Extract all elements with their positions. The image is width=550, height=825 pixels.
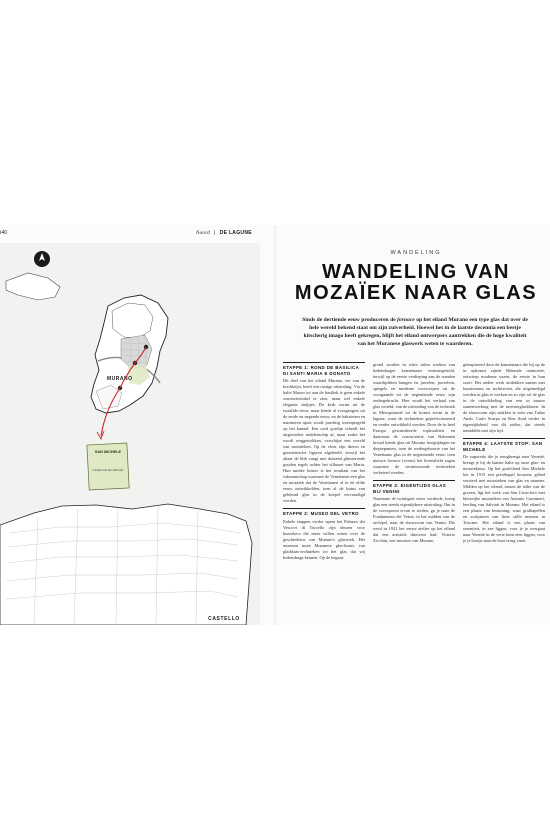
stage-2-text-continued: grond worden in witte zalen werken van hedendaagse kunstenaars tentoongesteld, terwijl op de eerste verdieping aan de wanden waardsplitten hangen en juwelen, porselein, spiegels en moderne voorwerpen uit de voorgaande tot de negentiende eeuw zijn ondergebracht. Hier wordt het verhaal van glas verteld, van de uitvinding van de techniek in Mesopotamië tot de komst ervan in de lagune, waar de technieken geperfectioneerd en verder ontwikkeld werden. Door de in heel Europa gewaardeerde topkwaliteit en daarnaast de concurrentie van Bohemen kristal kende glas uit Murano hoogtijdagen en dieptepunten, toen de wedergeboorte van het Venetiaans glas in de negentiende eeuw, toen nieuwe fornace (ovens) het levenslicht zagen waarmee de vernieuwende technieken verbeterd werden.: [373, 362, 455, 475]
intro-part-1: Sinds de dertiende eeuw produceren de: [302, 316, 398, 323]
stage-3-heading: ETAPPE 3: EIGENTIJDS GLAS BIJ VENINI: [373, 480, 455, 494]
page-number: Ⅰ40: [0, 230, 8, 236]
running-head: [196, 230, 252, 236]
castello-label: CASTELLO: [208, 616, 240, 622]
intro-part-2: op het eiland Murano een type glas dat over de hele wereld bekend staat om zijn zuiverheid. Hoewel het in de laatste decennia een beetje kitscherig imago heeft gekregen, blijft het eiland ontwerpers aantrekken die de hoge kwaliteit van het Muranese glaswerk weten te waarderen.: [303, 316, 528, 347]
stage-4-heading: ETAPPE 4: LAATSTE STOP: SAN MICHELE: [463, 438, 545, 452]
stage-1-text: Dit deel van het eiland Murano, ver van de hoofdzijer, heeft een rustige uitstraling. Via de halte Museo tot aan de basiliek is geen enkele souvenirwinkel te zien, maar wel enkele elegante stulpjes. De kerk vormt uit de twaalfde eeuw, maar kende al voorgangers uit de zesde en negende eeuw, en de bakstenen en marmeren apsis wordt prachtig weerspiegeld op het kanaal. Een rood gordijn scheidt het uitgestrekte middenschip af, maar zodra het wordt weggetrokken, verschijnt een wereld van mozaïeken. Op de vloer zijn dieren en geometrische figuren afgebeeld, terwijl het altaar de blik vangt met duizend glinsterende gouden tegels achter het silhouet van Maria. Hun unieke luister is het resultaat van het vakmanschap waarmee de Venetianen een glas en mozaïek dat de Venetianen al in de elfde eeuw ontwikkelden, toen al de kunst van gekleurd glas in de koepel vervaardigd werden.: [283, 378, 365, 503]
stage-3-text: Naarmate de twintigste eeuw vorderde, kreeg glas een steeds eigentijdsere uitstraling. Om in de voorsporen ervan te treden, ga je naar de Fondamenta dei Vetrai, in het midden van de archipel, naar de showroom van Venini. Die werd in 1921 het eerste atelier op het eiland dat een artistiek directeur had. Vittorio Zecchin, een inwoner van Murano,: [373, 496, 455, 543]
murano-north-lobe: [112, 303, 153, 338]
running-head-separator: |: [214, 230, 216, 236]
stage-2-text: Enkele stappen verder opent het Palazzo dei Vescovi di Torcello zijn deuren voor bezoekers die meer willen weten over de geschiedenis van Murano's glaswerk. Het museum toont Muranese glas-kunst, van glasblaas-technieken tot het glas dat wij hedendaags kennen. Op de begane: [283, 518, 365, 560]
running-head-section: Noord: [196, 231, 211, 236]
article-title: [282, 262, 550, 304]
intro-paragraph: [300, 316, 530, 348]
cimitero-label: Cimitero di San Michele: [92, 468, 124, 472]
murano-label: MURANO: [107, 376, 133, 382]
stage-2-heading: ETAPPE 2: MUSEO DEL VETRO: [283, 508, 365, 517]
stage-1-heading: ETAPPE 1: ROND DE BASILICA DI SANTI MARIA E DONATO: [283, 362, 365, 376]
stage-3-text-continued: geïnspireerd door de kunstenaars die bij op de in opkomst zijnde Biënnale ontmoette, ontwierp moderne vazen, de eerste in hun soort. Het atelier werk uitdokken samen met kunstenaars en architecten, die uitgemedigd werden in glas te werken en zo zijn rol de glas in de ontwikkeling van een in nauwe samenwerking met de meesterglasblazen. In de showroom zijn stukken te zien van Tadao Ando, Carlo Scarpa en Ron Arad verder in eigentijdsheid van dit atelier, dat steeds inmiddels met zijn tijd.: [463, 362, 545, 433]
book-spread: [0, 225, 550, 625]
title-line-1: WANDELING VAN: [321, 261, 510, 283]
gutter: [274, 225, 277, 625]
column-1: [283, 362, 365, 561]
title-line-2: MOZAÏEK NAAR GLAS: [294, 282, 538, 304]
column-3: [463, 362, 545, 544]
running-head-current: DE LAGUNE: [219, 230, 252, 236]
intro-part-italic: fornace: [397, 316, 415, 323]
walking-route-map: [0, 243, 260, 625]
stage-4-text: De vaporetto die je terugbrengt naar Venetië, brengt je bij de laatste halte op onze glas- en mozaïektour. Op het grafeiland San Michele het in 1915 een privékapel bouwen, gebed versierd met mozaïeken van glas en marmer. Midden op het eiland, tussen de stilte van de graven, ligt het werk van San Cristoforo met kleurrijke mozaïeken van Antonio Carrameri, leerling van Salviati in Murano. Het eiland is een plaats van bezinning, waar grafkapellen en sculpturen van deze stille mensen in Toscane. Het eiland is een plaats van sereniteit, in zee liggen, voor je je overgaat naar Venetië in de verte kunt zien liggen, voor je je bootje naar de boot terug vaart.: [463, 454, 545, 543]
san-michele-label: SAN MICHELE: [94, 450, 122, 454]
section-kicker: WANDELING: [390, 250, 442, 256]
column-2: [373, 362, 455, 544]
